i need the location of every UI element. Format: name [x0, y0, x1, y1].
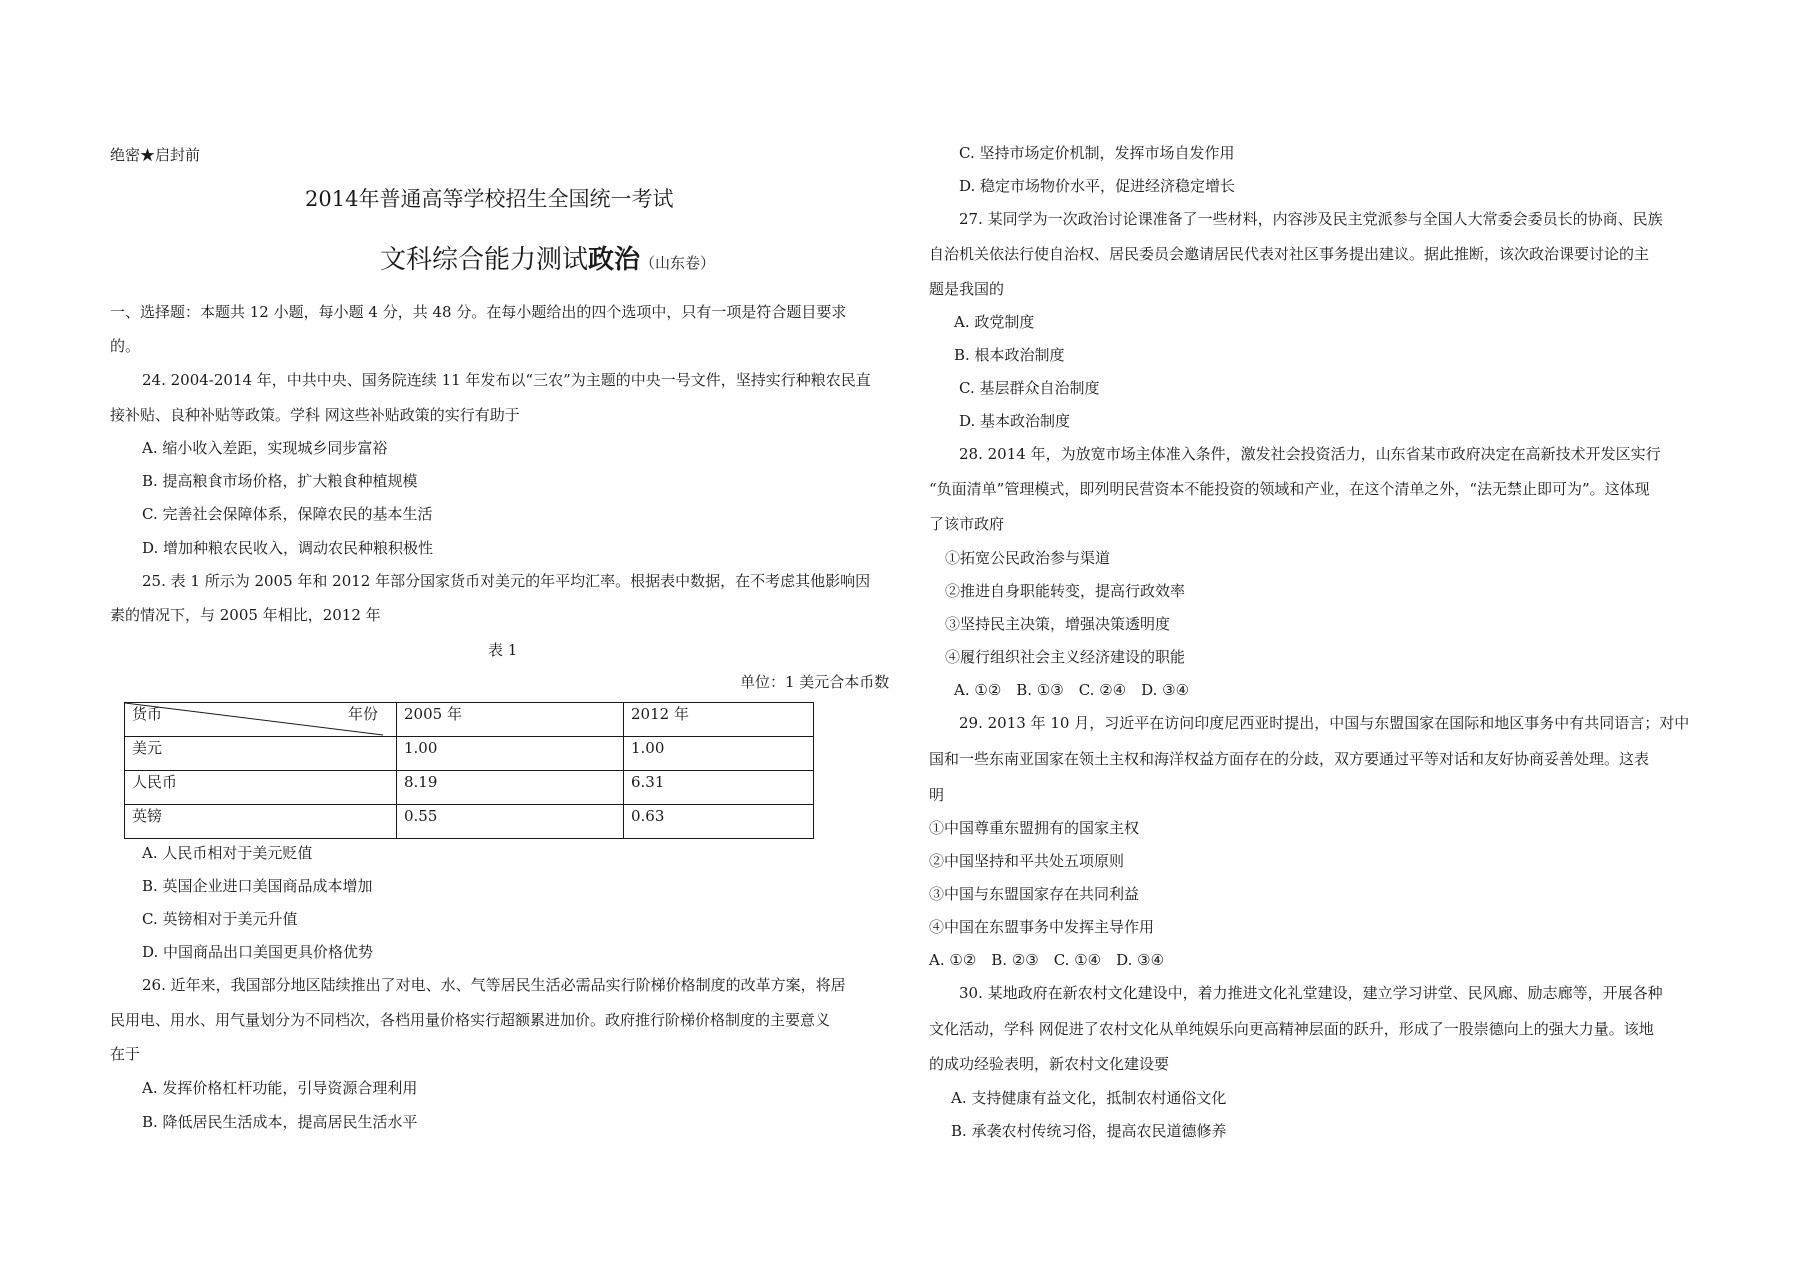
- q27-stem-line2: 自治机关依法行使自治权、居民委员会邀请居民代表对社区事务提出建议。据此推断，该次政治课要讨论的主: [929, 245, 1650, 263]
- q24-option-c: C. 完善社会保障体系，保障农民的基本生活: [142, 505, 433, 523]
- q26-stem-line3: 在于: [110, 1045, 141, 1063]
- q29-choices: A. ①② B. ②③ C. ①④ D. ③④: [929, 951, 1165, 969]
- q27-option-c: C. 基层群众自治制度: [959, 379, 1100, 397]
- paper-title-main: 文科综合能力测试: [380, 245, 589, 275]
- q28-statement-2: ②推进自身职能转变，提高行政效率: [945, 582, 1186, 600]
- q26-option-a: A. 发挥价格杠杆功能，引导资源合理利用: [142, 1079, 418, 1097]
- corner-currency-label: 货币: [132, 705, 163, 723]
- row-value-2005: 1.00: [397, 737, 624, 771]
- q27-option-a: A. 政党制度: [954, 313, 1035, 331]
- secret-label: 绝密★启封前: [110, 146, 201, 164]
- paper-title-province: （山东卷）: [640, 254, 716, 272]
- q26-stem-line2: 民用电、用水、用气量划分为不同档次，各档用量价格实行超额累进加价。政府推行阶梯价格制度的主要意义: [110, 1011, 831, 1029]
- row-currency: 美元: [125, 737, 397, 771]
- q24-stem-line1: 24. 2004-2014 年，中共中央、国务院连续 11 年发布以“三农”为主题的中央一号文件，坚持实行种粮农民直: [142, 371, 871, 389]
- exchange-rate-table: [124, 702, 814, 839]
- q24-option-b: B. 提高粮食市场价格，扩大粮食种植规模: [142, 472, 418, 490]
- q24-option-d: D. 增加种粮农民收入，调动农民种粮积极性: [142, 539, 434, 557]
- q28-statement-1: ①拓宽公民政治参与渠道: [945, 549, 1111, 567]
- col-header-2005: 2005 年: [397, 703, 624, 737]
- q28-stem-line3: 了该市政府: [929, 515, 1005, 533]
- table-caption: 表 1: [488, 641, 518, 659]
- row-currency: 人民币: [125, 771, 397, 805]
- row-value-2012: 0.63: [624, 805, 814, 839]
- table-row: [125, 737, 814, 771]
- q28-stem-line2: “负面清单”管理模式，即列明民营资本不能投资的领域和产业，在这个清单之外，“法无禁止即可为”。这体现: [929, 480, 1650, 498]
- q25-option-d: D. 中国商品出口美国更具价格优势: [142, 943, 374, 961]
- row-value-2005: 0.55: [397, 805, 624, 839]
- q25-stem-line1: 25. 表 1 所示为 2005 年和 2012 年部分国家货币对美元的年平均汇率。根据表中数据，在不考虑其他影响因: [142, 572, 871, 590]
- q24-stem-line2: 接补贴、良种补贴等政策。学科 网这些补贴政策的实行有助于: [110, 406, 520, 424]
- q30-option-a: A. 支持健康有益文化，抵制农村通俗文化: [951, 1089, 1227, 1107]
- table-row: [125, 805, 814, 839]
- paper-title: [380, 244, 715, 279]
- corner-year-label: 年份: [347, 705, 378, 723]
- q25-stem-line2: 素的情况下，与 2005 年相比，2012 年: [110, 606, 381, 624]
- q27-option-d: D. 基本政治制度: [959, 412, 1071, 430]
- q27-stem-line3: 题是我国的: [929, 280, 1005, 298]
- q28-statement-3: ③坚持民主决策，增强决策透明度: [945, 615, 1171, 633]
- table-unit: 单位：1 美元合本币数: [740, 673, 890, 691]
- q29-stem-line1: 29. 2013 年 10 月，习近平在访问印度尼西亚时提出，中国与东盟国家在国际和地区事务中有共同语言；对中: [959, 714, 1690, 732]
- q29-statement-4: ④中国在东盟事务中发挥主导作用: [929, 918, 1155, 936]
- q26-option-b: B. 降低居民生活成本，提高居民生活水平: [142, 1113, 418, 1131]
- q25-option-b: B. 英国企业进口美国商品成本增加: [142, 877, 373, 895]
- table-header-row: [125, 703, 814, 737]
- q30-stem-line2: 文化活动，学科 网促进了农村文化从单纯娱乐向更高精神层面的跃升，形成了一股崇德向上的强大力量。该地: [929, 1020, 1654, 1038]
- section-instruction-line2: 的。: [110, 337, 141, 355]
- q30-option-b: B. 承袭农村传统习俗，提高农民道德修养: [951, 1122, 1227, 1140]
- row-value-2012: 1.00: [624, 737, 814, 771]
- row-value-2012: 6.31: [624, 771, 814, 805]
- paper-title-subject: 政治: [588, 245, 641, 275]
- q28-statement-4: ④履行组织社会主义经济建设的职能: [945, 648, 1186, 666]
- q28-choices: A. ①② B. ①③ C. ②④ D. ③④: [954, 681, 1190, 699]
- q26-stem-line1: 26. 近年来，我国部分地区陆续推出了对电、水、气等居民生活必需品实行阶梯价格制度的改革方案，将居: [142, 976, 846, 994]
- q25-option-a: A. 人民币相对于美元贬值: [142, 844, 313, 862]
- q29-stem-line2: 国和一些东南亚国家在领土主权和海洋权益方面存在的分歧，双方要通过平等对话和友好协商妥善处理。这表: [929, 750, 1650, 768]
- q30-stem-line3: 的成功经验表明，新农村文化建设要: [929, 1055, 1170, 1073]
- row-currency: 英镑: [125, 805, 397, 839]
- q29-statement-2: ②中国坚持和平共处五项原则: [929, 852, 1125, 870]
- q29-statement-1: ①中国尊重东盟拥有的国家主权: [929, 819, 1140, 837]
- q28-stem-line1: 28. 2014 年，为放宽市场主体准入条件，激发社会投资活力，山东省某市政府决定在高新技术开发区实行: [959, 445, 1661, 463]
- row-value-2005: 8.19: [397, 771, 624, 805]
- q26-option-d: D. 稳定市场物价水平，促进经济稳定增长: [959, 177, 1236, 195]
- col-header-2012: 2012 年: [624, 703, 814, 737]
- q29-statement-3: ③中国与东盟国家存在共同利益: [929, 885, 1140, 903]
- q26-option-c: C. 坚持市场定价机制，发挥市场自发作用: [959, 144, 1235, 162]
- q27-option-b: B. 根本政治制度: [954, 346, 1065, 364]
- q24-option-a: A. 缩小收入差距，实现城乡同步富裕: [142, 439, 388, 457]
- section-instruction-line1: 一、选择题：本题共 12 小题，每小题 4 分，共 48 分。在每小题给出的四个选项中，只有一项是符合题目要求: [110, 303, 847, 321]
- q27-stem-line1: 27. 某同学为一次政治讨论课准备了一些材料，内容涉及民主党派参与全国人大常委会委员长的协商、民族: [959, 210, 1663, 228]
- table-corner-cell: [125, 703, 397, 737]
- table-row: [125, 771, 814, 805]
- q30-stem-line1: 30. 某地政府在新农村文化建设中，着力推进文化礼堂建设，建立学习讲堂、民风廊、励志廊等，开展各种: [959, 984, 1663, 1002]
- exam-title: 2014年普通高等学校招生全国统一考试: [305, 187, 674, 211]
- q25-option-c: C. 英镑相对于美元升值: [142, 910, 298, 928]
- q29-stem-line3: 明: [929, 786, 945, 804]
